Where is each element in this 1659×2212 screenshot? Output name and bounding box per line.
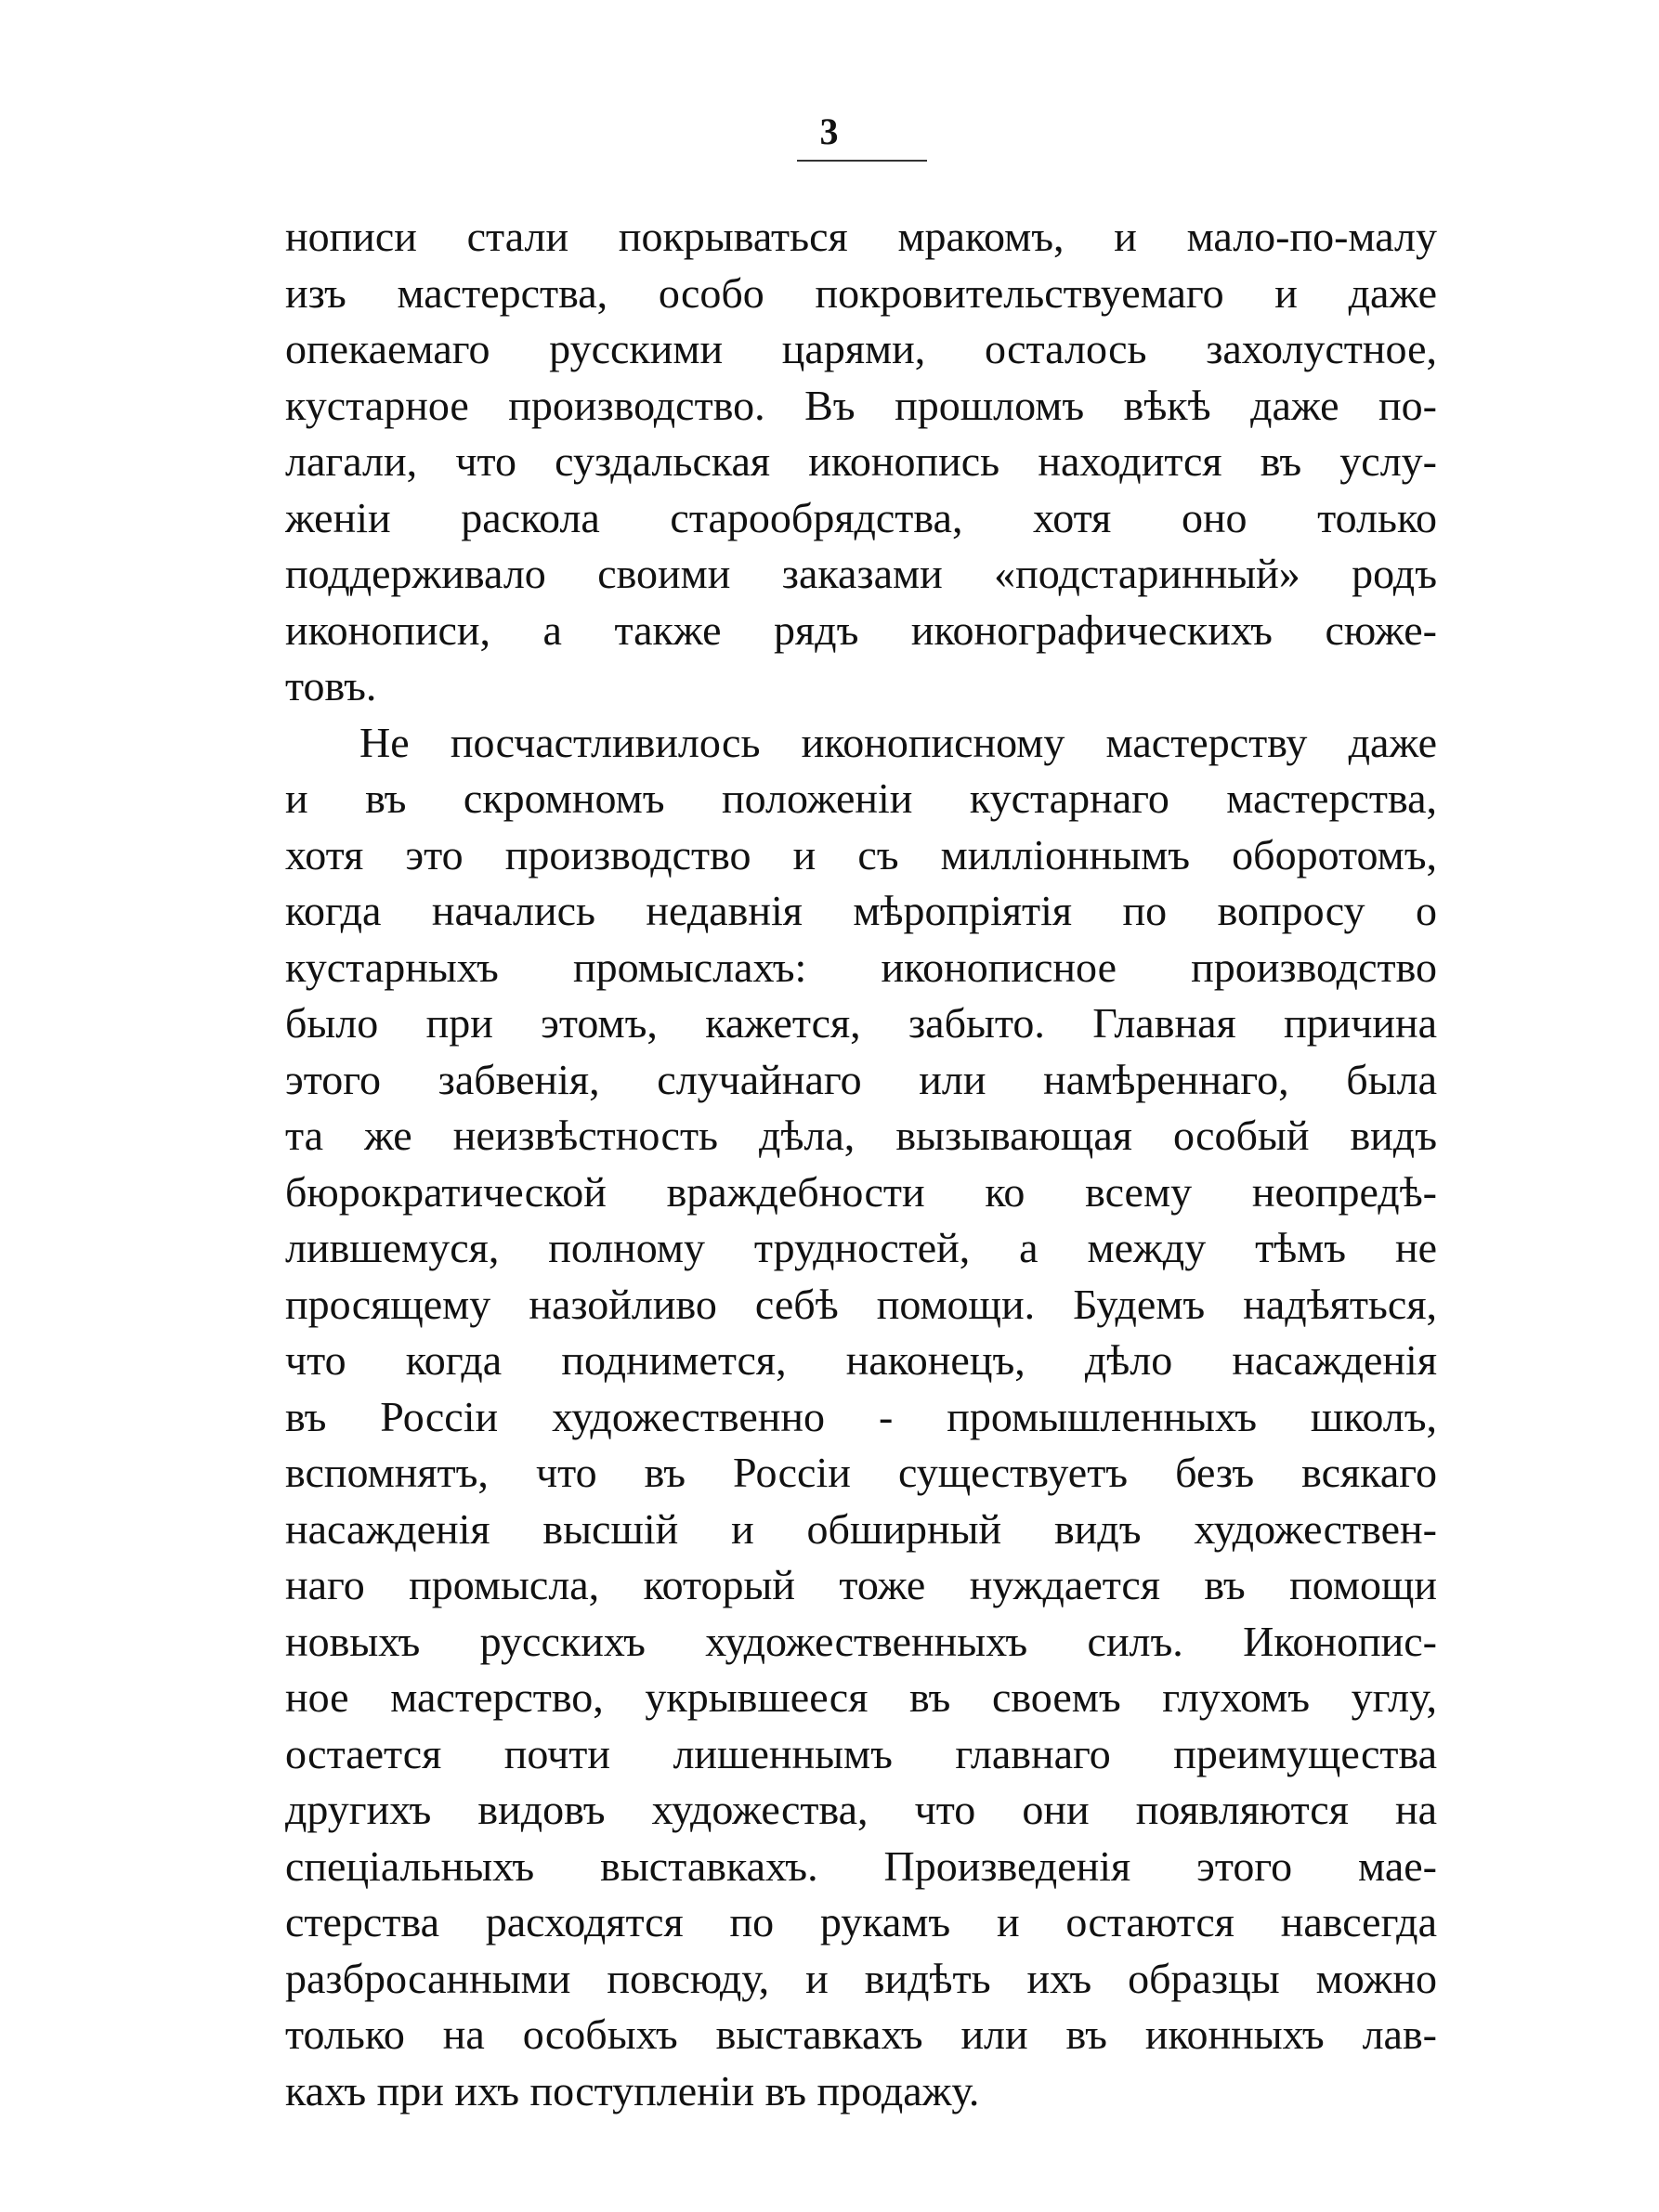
text-line: иконописи, а также рядъ иконографическихъ сюже- (285, 605, 1437, 654)
paragraph-1 (285, 209, 1437, 715)
text-line: только на особыхъ выставкахъ или въ иконныхъ лав- (285, 2010, 1437, 2058)
paragraph-2 (285, 715, 1437, 2120)
text-line: хотя это производство и съ милліоннымъ оборотомъ, (285, 830, 1437, 878)
text-line: лагали, что суздальская иконопись находится въ услу- (285, 437, 1437, 485)
text-line: спеціальныхъ выставкахъ. Произведенія этого мае- (285, 1841, 1437, 1890)
text-line: другихъ видовъ художества, что они появляются на (285, 1786, 1437, 1833)
text-line: кахъ при ихъ поступленіи въ продажу. (285, 2066, 980, 2114)
text-line: поддерживало своими заказами «подстаринный» родъ (285, 550, 1437, 597)
text-line: нописи стали покрываться мракомъ, и мало-по-малу (285, 213, 1437, 260)
text-line: изъ мастерства, особо покровительствуемаго и даже (285, 268, 1437, 317)
text-line: было при этомъ, кажется, забыто. Главная причина (285, 999, 1437, 1047)
text-line: кустарное производство. Въ прошломъ вѣкѣ даже по- (285, 381, 1437, 429)
text-line: ное мастерство, укрывшееся въ своемъ глухомъ углу, (285, 1673, 1437, 1721)
text-line: когда начались недавнія мѣропріятія по вопросу о (285, 887, 1437, 934)
text-line: насажденія высшій и обширный видъ художествен- (285, 1504, 1437, 1553)
page-number-rule (797, 160, 927, 162)
text-line: кустарныхъ промыслахъ: иконописное производство (285, 943, 1437, 991)
text-line: опекаемаго русскими царями, осталось захолустное, (285, 325, 1437, 372)
text-line: наго промысла, который тоже нуждается въ помощи (285, 1561, 1437, 1608)
text-line: разбросанными повсюду, и видѣть ихъ образцы можно (285, 1954, 1437, 2002)
text-line: просящему назойливо себѣ помощи. Будемъ надѣяться, (285, 1280, 1437, 1328)
text-line: бюрократической враждебности ко всему неопредѣ- (285, 1167, 1437, 1216)
text-line: новыхъ русскихъ художественныхъ силъ. Иконопис- (285, 1617, 1437, 1665)
text-line: та же неизвѣстность дѣла, вызывающая особый видъ (285, 1112, 1437, 1159)
text-line: Не посчастливилось иконописному мастерству даже (359, 718, 1437, 766)
text-line: лившемуся, полному трудностей, а между тѣмъ не (285, 1224, 1437, 1271)
text-line: въ Россіи художественно - промышленныхъ школъ, (285, 1392, 1437, 1440)
text-line: товъ. (285, 662, 377, 709)
text-line: женіи раскола старообрядства, хотя оно только (285, 493, 1437, 541)
text-line: остается почти лишеннымъ главнаго преимущества (285, 1729, 1437, 1777)
page-number: 3 (819, 111, 840, 152)
text-line: стерства расходятся по рукамъ и остаются навсегда (285, 1898, 1437, 1945)
text-line: этого забвенія, случайнаго или намѣреннаго, была (285, 1055, 1437, 1103)
text-line: что когда поднимется, наконецъ, дѣло насажденія (285, 1336, 1437, 1384)
body-text (285, 209, 1437, 2119)
text-line: вспомнятъ, что въ Россіи существуетъ безъ всякаго (285, 1449, 1437, 1496)
text-line: и въ скромномъ положеніи кустарнаго мастерства, (285, 774, 1437, 822)
